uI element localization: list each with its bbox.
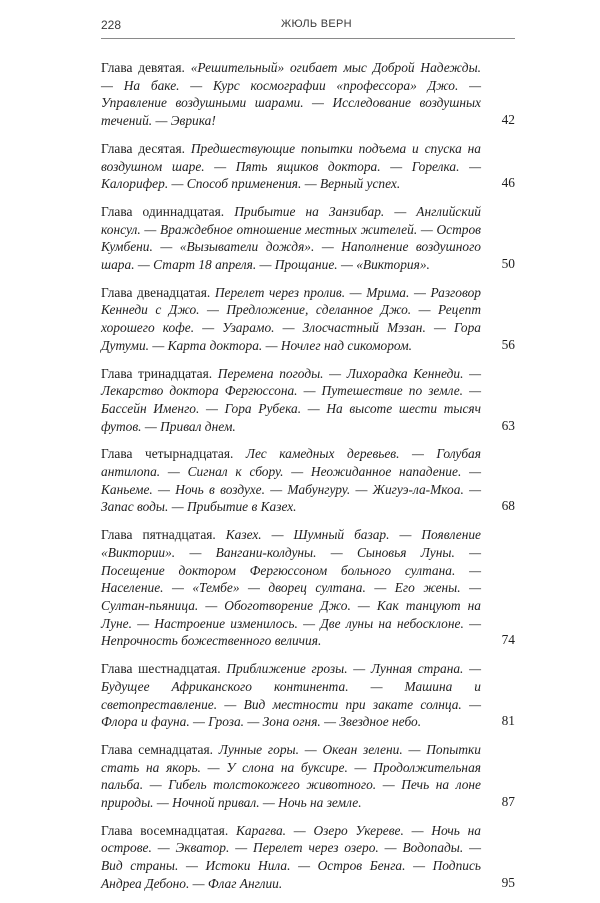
toc-entry: [101, 203, 515, 274]
toc-entry: [101, 59, 515, 130]
chapter-summary: «Решительный» огибает мыс Доброй Надежды. — На баке. — Курс космографии «профессора» Джо. — Управление воздушными шарами. — Исследование воздушных течений. — Эврика!: [101, 60, 481, 129]
chapter-summary: Лес камедных деревьев. — Голубая антилопа. — Сигнал к сбору. — Неожиданное нападение. — Каньеме. — Ночь в воздухе. — Мабунгуру. — Жигуэ-ла-Мкоа. — Запас воды. — Прибытие в Казех.: [101, 446, 481, 515]
toc-entry: [101, 284, 515, 355]
toc-entry: [101, 445, 515, 516]
toc-entry: [101, 822, 515, 893]
chapter-title: Глава восемнадцатая.: [101, 822, 229, 838]
chapter-page-number: 95: [501, 874, 515, 890]
chapter-page-number: 46: [501, 175, 515, 191]
running-header: [101, 18, 515, 38]
chapter-summary: Лунные горы. — Океан зелени. — Попытки стать на якорь. — У слона на буксире. — Продолжительная пальба. — Гибель толстокожего животного. — Печь на лоне природы. — Ночной привал. — Ночь на земле.: [101, 741, 481, 811]
chapter-page-number: 50: [501, 256, 515, 272]
chapter-summary: Казех. — Шумный базар. — Появление «Виктории». — Вангани-колдуны. — Сыновья Луны. — Посещение доктором Фергюссоном больного султана. — Население. — «Тембе» — дворец султана. — Его жены. — Султан-пьяница. — Обоготворение Джо. — Как танцуют на Луне. — Настроение изменилось. — Две луны на небосклоне. — Непрочность божественного величия.: [101, 527, 481, 649]
page-number: 228: [101, 18, 122, 32]
toc-entry: [101, 741, 515, 812]
chapter-summary: Прибытие на Занзибар. — Английский консул. — Враждебное отношение местных жителей. — Остров Кумбени. — «Вызыватели дождя». — Наполнение воздушного шара. — Старт 18 апреля. — Прощание. — «Виктория».: [101, 203, 481, 273]
chapter-summary: Предшествующие попытки подъема и спуска на воздушном шаре. — Пять ящиков доктора. — Горелка. — Калорифер. — Способ применения. — Верный успех.: [101, 140, 481, 192]
chapter-page-number: 81: [501, 713, 515, 729]
chapter-page-number: 42: [501, 112, 515, 128]
chapter-page-number: 87: [501, 794, 515, 810]
chapter-page-number: 56: [501, 336, 515, 352]
chapter-summary: Приближение грозы. — Лунная страна. — Будущее Африканского континента. — Машина и светопреставление. — Вид местности при закате солнца. — Флора и фауна. — Гроза. — Зона огня. — Звездное небо.: [101, 661, 481, 730]
toc-entry: [101, 526, 515, 650]
chapter-page-number: 63: [501, 417, 515, 433]
chapter-page-number: 68: [501, 498, 515, 514]
running-title: ЖЮЛЬ ВЕРН: [281, 18, 352, 30]
chapter-title: Глава девятая.: [101, 60, 185, 75]
chapter-summary: Перемена погоды. — Лихорадка Кеннеди. — Лекарство доктора Фергюссона. — Путешествие по земле. — Бассейн Именго. — Гора Рубека. — На высоте шести тысяч футов. — Привал днем.: [101, 365, 481, 434]
chapter-title: Глава семнадцатая.: [101, 741, 213, 757]
toc-entry: [101, 140, 515, 193]
chapter-title: Глава шестнадцатая.: [101, 661, 221, 677]
chapter-summary: Карагва. — Озеро Укереве. — Ночь на острове. — Экватор. — Перелет через озеро. — Водопады. — Вид страны. — Истоки Нила. — Остров Бенга. — Подпись Андреа Дебоно. — Флаг Англии.: [101, 822, 481, 891]
toc-entry: [101, 365, 515, 436]
chapter-title: Глава тринадцатая.: [101, 365, 213, 381]
chapter-title: Глава пятнадцатая.: [101, 527, 216, 543]
table-of-contents: [101, 59, 515, 903]
toc-entry: [101, 660, 515, 731]
chapter-title: Глава четырнадцатая.: [101, 446, 234, 462]
chapter-title: Глава двенадцатая.: [101, 284, 211, 300]
chapter-title: Глава одиннадцатая.: [101, 203, 225, 219]
header-rule: [101, 38, 515, 39]
chapter-title: Глава десятая.: [101, 140, 185, 156]
chapter-summary: Перелет через пролив. — Мрима. — Разговор Кеннеди с Джо. — Предложение, сделанное Джо. — Рецепт хорошего кофе. — Узарамо. — Злосчастный Мэзан. — Гора Дутуми. — Карта доктора. — Ночлег над сикомором.: [101, 284, 481, 353]
chapter-page-number: 74: [501, 632, 515, 648]
